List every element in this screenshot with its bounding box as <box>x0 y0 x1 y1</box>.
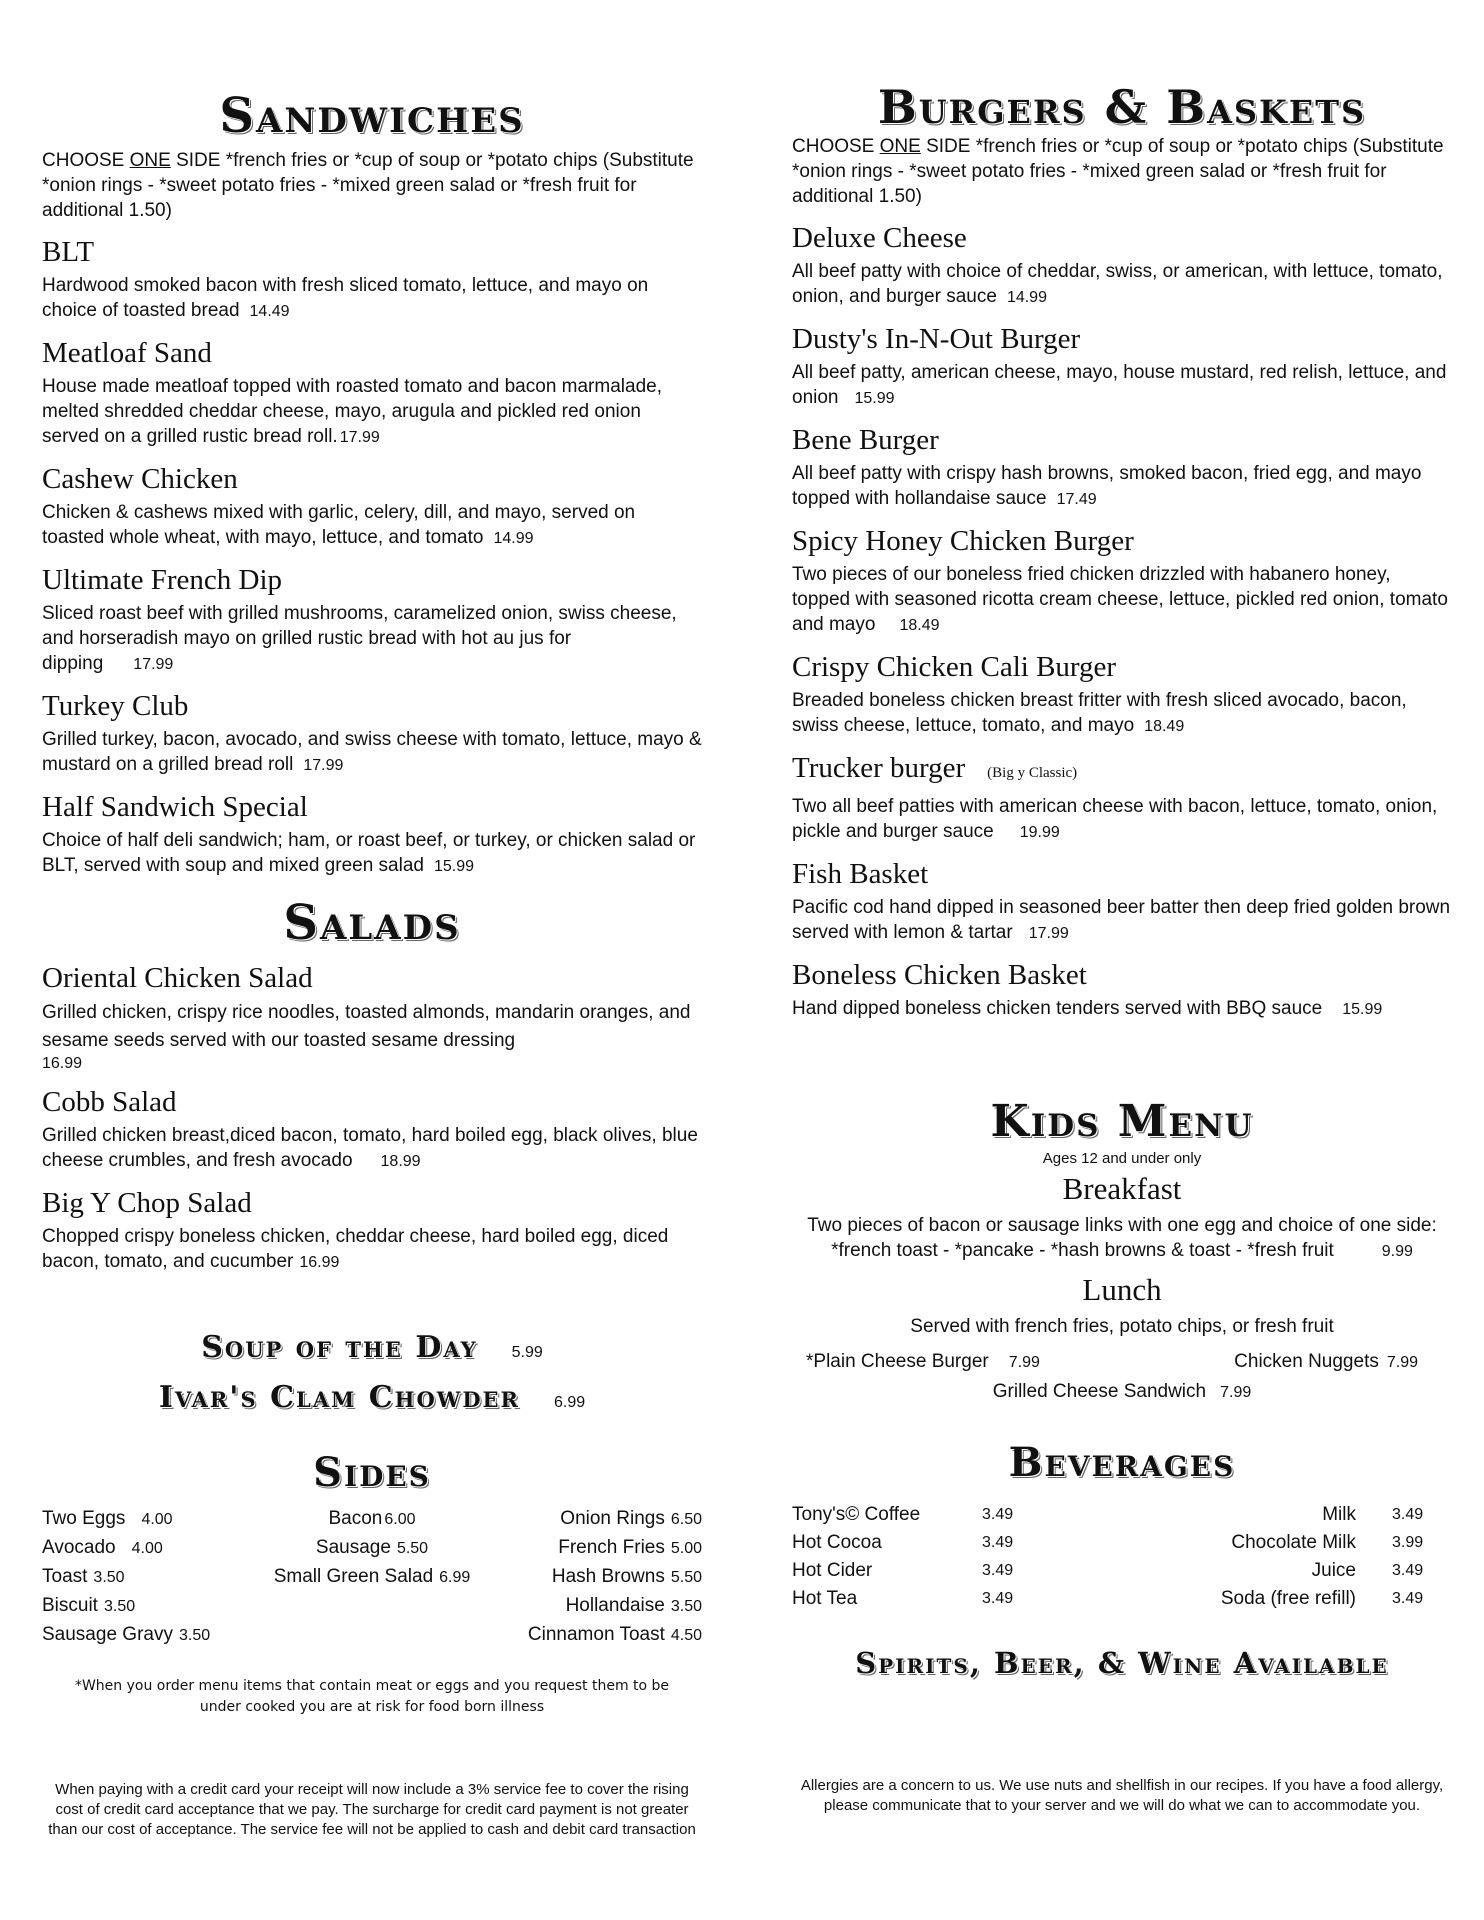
item-price: 17.99 <box>133 656 174 673</box>
side-item: Two Eggs 4.00 <box>42 1508 173 1529</box>
item-desc: All beef patty with choice of cheddar, swiss, or american, with lettuce, tomato, onion, and burger sauce 14.99 <box>792 261 1443 307</box>
item-name: Cobb Salad <box>42 1086 177 1118</box>
undercooked-warning: *When you order menu items that contain meat or eggs and you request them to be under cooked you are at risk for food born illness <box>74 1678 670 1715</box>
burger-item-dustys <box>792 322 1452 411</box>
burgers-title: Burgers & Baskets <box>877 80 1367 134</box>
burger-item-spicy-honey <box>792 524 1452 638</box>
item-desc: Hand dipped boneless chicken tenders served with BBQ sauce 15.99 <box>792 998 1383 1019</box>
burger-item-crispy-cali <box>792 650 1452 739</box>
kids-lunch-title: Lunch <box>1082 1272 1162 1307</box>
sides-col-1 <box>42 1505 262 1650</box>
side-item: Hollandaise 3.50 <box>565 1595 702 1616</box>
item-name: Half Sandwich Special <box>42 791 308 823</box>
salad-item-oriental <box>42 961 702 1073</box>
left-column <box>42 0 702 1838</box>
kids-lunch-item: Chicken Nuggets 7.99 <box>1234 1351 1418 1372</box>
item-price: 14.99 <box>1006 289 1047 306</box>
item-name: Boneless Chicken Basket <box>792 959 1087 991</box>
beverages-title: Beverages <box>1008 1439 1236 1486</box>
item-name: Bene Burger <box>792 424 939 456</box>
item-desc: Sliced roast beef with grilled mushrooms, caramelized onion, swiss cheese, and horseradish mayo on grilled rustic bread with hot au jus for dipping 17.99 <box>42 603 677 674</box>
side-item: Onion Rings 6.50 <box>560 1508 702 1529</box>
side-item: Cinnamon Toast 4.50 <box>527 1624 702 1645</box>
item-desc: Hardwood smoked bacon with fresh sliced tomato, lettuce, and mayo on choice of toasted bread 14.49 <box>42 275 649 321</box>
allergy-note: Allergies are a concern to us. We use nuts and shellfish in our recipes. If you have a food allergy, please communicate that to your server and we will do what we can to accommodate you. <box>800 1777 1444 1814</box>
item-price: 19.99 <box>1019 824 1060 841</box>
item-desc: Two all beef patties with american cheese with bacon, lettuce, tomato, onion, pickle and burger sauce 19.99 <box>792 796 1438 842</box>
item-price: 17.99 <box>1028 925 1069 942</box>
sandwich-item-blt <box>42 235 702 324</box>
right-column <box>792 0 1452 1814</box>
item-price: 15.99 <box>854 390 895 407</box>
item-name: Oriental Chicken Salad <box>42 962 313 994</box>
side-item: Sausage 5.50 <box>315 1537 429 1558</box>
item-desc: Pacific cod hand dipped in seasoned beer batter then deep fried golden brown served with lemon & tartar 17.99 <box>792 897 1451 943</box>
side-item: Avocado 4.00 <box>42 1537 163 1558</box>
item-price: 17.49 <box>1056 491 1097 508</box>
item-desc: All beef patty with crispy hash browns, smoked bacon, fried egg, and mayo topped with hollandaise sauce 17.49 <box>792 463 1422 509</box>
beverages-table <box>792 1501 1452 1613</box>
burgers-intro: CHOOSE ONE SIDE *french fries or *cup of soup or *potato chips (Substitute *onion rings - *sweet potato fries - *mixed green salad or *fresh fruit for additional 1.50) <box>792 136 1444 207</box>
soup-price: 5.99 <box>511 1344 543 1361</box>
spirits-banner: Spirits, Beer, & Wine Available <box>855 1646 1389 1680</box>
side-item: Small Green Salad 6.99 <box>273 1566 471 1587</box>
item-name: Big Y Chop Salad <box>42 1187 252 1219</box>
sandwich-item-turkey-club <box>42 689 702 778</box>
item-desc: Choice of half deli sandwich; ham, or roast beef, or turkey, or chicken salad or BLT, served with soup and mixed green salad 15.99 <box>42 830 696 876</box>
sandwich-item-cashew-chicken <box>42 462 702 551</box>
kids-lunch-row <box>806 1351 1438 1373</box>
sides-col-2 <box>262 1505 482 1650</box>
item-name: Spicy Honey Chicken Burger <box>792 525 1134 557</box>
item-name: Turkey Club <box>42 690 189 722</box>
item-price: 17.99 <box>339 429 380 446</box>
item-desc: Breaded boneless chicken breast fritter with fresh sliced avocado, bacon, swiss cheese, lettuce, tomato, and mayo 18.49 <box>792 690 1407 736</box>
sandwiches-title: Sandwiches <box>219 88 525 144</box>
item-price: 15.99 <box>1342 1001 1383 1018</box>
beverage-row: Hot Tea 3.49 Soda (free refill) 3.49 <box>792 1588 1424 1609</box>
kids-lunch-item: Grilled Cheese Sandwich 7.99 <box>992 1381 1252 1402</box>
item-desc: Grilled chicken breast,diced bacon, tomato, hard boiled egg, black olives, blue cheese crumbles, and fresh avocado 18.99 <box>42 1125 698 1171</box>
side-item: Bacon 6.00 <box>328 1508 416 1529</box>
item-desc: Two pieces of our boneless fried chicken drizzled with habanero honey, topped with seasoned ricotta cream cheese, lettuce, pickled red onion, tomato and mayo 18.49 <box>792 564 1448 635</box>
sandwich-item-meatloaf <box>42 336 702 450</box>
item-price: 18.49 <box>1144 718 1185 735</box>
item-name: Crispy Chicken Cali Burger <box>792 651 1117 683</box>
kids-breakfast-price: 9.99 <box>1381 1243 1413 1260</box>
kids-breakfast-title: Breakfast <box>1062 1171 1182 1206</box>
kids-lunch-item: *Plain Cheese Burger 7.99 <box>806 1351 1040 1372</box>
item-price: 14.49 <box>249 303 290 320</box>
side-item: Toast 3.50 <box>42 1566 125 1587</box>
item-name: Trucker burger (Big y Classic) <box>792 752 1078 784</box>
sides-title: Sides <box>313 1449 431 1496</box>
item-name: Meatloaf Sand <box>42 337 212 369</box>
item-price: 14.99 <box>493 530 534 547</box>
item-price: 18.99 <box>380 1153 421 1170</box>
sides-col-3 <box>482 1505 702 1650</box>
item-desc: Grilled chicken, crispy rice noodles, toasted almonds, mandarin oranges, and sesame seeds served with our toasted sesame dressing <box>42 1002 691 1051</box>
clam-chowder: Ivar's Clam Chowder 6.99 <box>158 1380 586 1415</box>
beverage-row: Hot Cocoa 3.49 Chocolate Milk 3.99 <box>792 1532 1424 1553</box>
burger-item-deluxe-cheese <box>792 221 1452 310</box>
kids-breakfast-desc: Two pieces of bacon or sausage links with one egg and choice of one side: *french toast - *pancake - *hash browns & toast - *fresh fruit 9.99 <box>807 1215 1437 1261</box>
kids-lunch-desc: Served with french fries, potato chips, or fresh fruit <box>910 1316 1334 1337</box>
sandwich-item-french-dip <box>42 563 702 677</box>
item-name: Deluxe Cheese <box>792 222 967 254</box>
side-item: Biscuit 3.50 <box>42 1595 136 1616</box>
item-price: 18.49 <box>899 617 940 634</box>
salad-item-cobb <box>42 1085 702 1174</box>
burger-item-fish-basket <box>792 857 1452 946</box>
item-name: BLT <box>42 236 95 268</box>
sides-grid <box>42 1505 702 1650</box>
kids-subtitle: Ages 12 and under only <box>1042 1150 1202 1167</box>
burger-item-trucker <box>792 751 1452 845</box>
chowder-price: 6.99 <box>554 1394 586 1411</box>
item-price: 15.99 <box>433 858 475 875</box>
item-desc: House made meatloaf topped with roasted tomato and bacon marmalade, melted shredded cheddar cheese, mayo, arugula and pickled red onion served on a grilled rustic bread roll. 17.99 <box>42 376 662 447</box>
sandwiches-intro: CHOOSE ONE SIDE *french fries or *cup of soup or *potato chips (Substitute *onion rings - *sweet potato fries - *mixed green salad or *fresh fruit for additional 1.50) <box>42 150 694 221</box>
item-name: Ultimate French Dip <box>42 564 283 596</box>
item-desc: Chopped crispy boneless chicken, cheddar cheese, hard boiled egg, diced bacon, tomato, and cucumber 16.99 <box>42 1226 669 1272</box>
kids-menu-title: Kids Menu <box>990 1096 1254 1147</box>
beverage-row: Hot Cider 3.49 Juice 3.49 <box>792 1560 1424 1581</box>
salads-title: Salads <box>283 895 461 951</box>
soup-section <box>42 1330 702 1415</box>
soup-of-the-day: Soup of the Day 5.99 <box>201 1330 543 1365</box>
item-price: 16.99 <box>42 1055 83 1072</box>
item-note: (Big y Classic) <box>987 765 1078 781</box>
sandwich-item-half-sandwich <box>42 790 702 879</box>
item-desc: Grilled turkey, bacon, avocado, and swiss cheese with tomato, lettuce, mayo & mustard on a grilled bread roll 17.99 <box>42 729 702 775</box>
item-desc: Chicken & cashews mixed with garlic, celery, dill, and mayo, served on toasted whole wheat, with mayo, lettuce, and tomato 14.99 <box>42 502 636 548</box>
side-item: French Fries 5.00 <box>558 1537 702 1558</box>
side-item: Sausage Gravy 3.50 <box>42 1624 211 1645</box>
item-name: Dusty's In-N-Out Burger <box>792 323 1081 355</box>
beverage-row: Tony's© Coffee 3.49 Milk 3.49 <box>792 1504 1424 1525</box>
item-desc: All beef patty, american cheese, mayo, house mustard, red relish, lettuce, and onion 15.99 <box>792 362 1447 408</box>
burger-item-boneless-chicken <box>792 958 1452 1022</box>
credit-card-note: When paying with a credit card your receipt will now include a 3% service fee to cover the rising cost of credit card acceptance that we pay. The surcharge for credit card payment is not greater than our cost of acceptance. The service fee will not be applied to cash and debit card transaction <box>48 1781 696 1838</box>
item-name: Fish Basket <box>792 858 929 890</box>
burger-item-bene <box>792 423 1452 512</box>
item-price: 17.99 <box>303 757 344 774</box>
side-item: Hash Browns 5.50 <box>551 1566 702 1587</box>
item-price: 16.99 <box>299 1254 340 1271</box>
salad-item-big-y-chop <box>42 1186 702 1275</box>
item-name: Cashew Chicken <box>42 463 238 495</box>
